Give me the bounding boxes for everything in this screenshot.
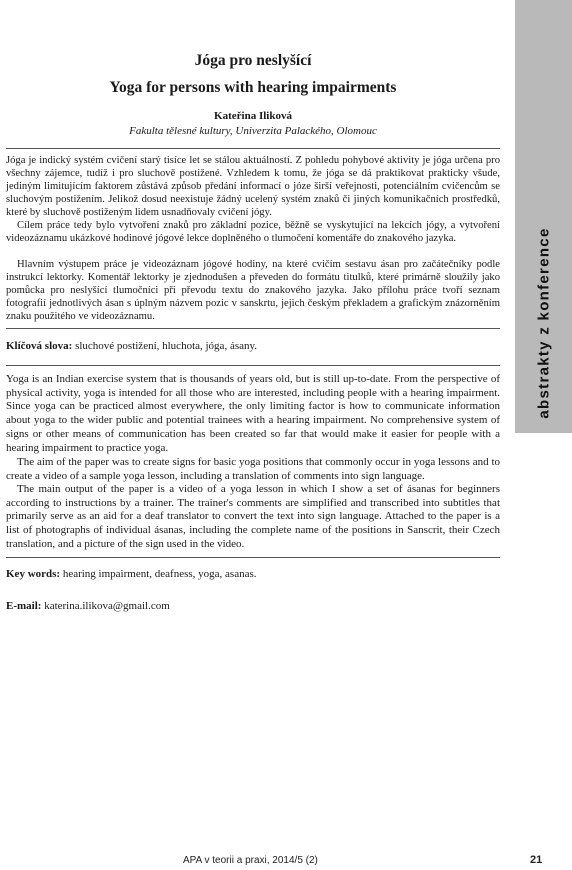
- email-label: E-mail:: [6, 600, 42, 612]
- email-line: [6, 600, 500, 612]
- abstract-cz-paragraph-1: Jóga je indický systém cvičení starý tisíce let se stálou aktuálností. Z pohledu pohybové aktivity je jóga určena pro všechny zájemce, tudíž i pro sluchově postižené. Vzhledem k tomu, že jóga se dá praktikovat prakticky všude, jediným limitujícím faktorem zůstává způsob předání informací o józe širší veřejnosti, potenciálním cvičencům se sluchovým postižením. Jelikož dosud neexistuje žádný ucelený systém znaků či jiných komunikačních prostředků, které by sluchově postiženým lidem usnadňovaly cvičení jógy.: [6, 155, 500, 218]
- keywords-cz-label: Klíčová slova:: [6, 340, 73, 352]
- keywords-cz: [6, 340, 500, 352]
- abstract-cz-paragraph-3: Hlavním výstupem práce je videozáznam jógové hodiny, na které cvičím sestavu ásan pro začátečníky podle instrukcí lektorky. Komentář lektorky je zjednodušen a převeden do formátu titulků, které primárně sloužily jako pomůcka pro neslyšící tlumočníci při převodu textu do znakového jazyka. Jako přílohu práce tvoří seznam fotografií jednotlivých ásan s úplným názvem pozic v sanskrtu, jejich českým překladem a grafickým znázorněním znaku použitého ve videozáznamu.: [6, 259, 500, 322]
- title-czech: Jóga pro neslyšící: [194, 52, 312, 69]
- divider: [6, 557, 500, 558]
- divider: [6, 148, 500, 149]
- page-number: 21: [530, 854, 543, 866]
- keywords-en-value: hearing impairment, deafness, yoga, asanas.: [62, 568, 257, 580]
- email-address: katerina.ilikova@gmail.com: [44, 600, 170, 612]
- author-affiliation: Fakulta tělesné kultury, Univerzita Palackého, Olomouc: [129, 125, 377, 137]
- abstract-en-paragraph-1: Yoga is an Indian exercise system that is thousands of years old, but is still up-to-date. From the perspective of physical activity, yoga is intended for all those who are interested, including people with a hearing impairment. Since yoga can be practiced almost everywhere, the only limiting factor is how to communicate information about yoga to the wider public and potential trainees with a hearing impairment. No comprehensive system of signs or other means of communication has been created so far that would make it easier for people with a hearing impairment to practice yoga.: [6, 373, 500, 454]
- abstract-en-paragraph-3: The main output of the paper is a video of a yoga lesson in which I show a set of ásanas for beginners according to instructions by a trainer. The trainer's comments are simplified and transcribed into subtitles that primarily serve as an aid for a deaf translator to convert the text into sign language. Attached to the paper is a list of photographs of individual ásanas, including the complete name of the positions in Sanscrit, their Czech translation, and a picture of the sign used in the video.: [6, 483, 500, 550]
- divider: [6, 365, 500, 366]
- keywords-en-label: Key words:: [6, 568, 61, 580]
- abstract-cz-paragraph-2: Cílem práce tedy bylo vytvoření znaků pro základní pozice, běžně se vyskytující na lekcích jógy, a vytvoření videozáznamu ukázkové hodinové jógové lekce doplněného o tlumočení komentáře do znakového jazyka.: [6, 220, 500, 244]
- author-name: Kateřina Iliková: [214, 110, 292, 122]
- side-tab-label: abstrakty z konference: [535, 227, 553, 419]
- keywords-en: [6, 568, 500, 580]
- divider: [6, 328, 500, 329]
- abstract-en-paragraph-2: The aim of the paper was to create signs for basic yoga positions that commonly occur in yoga lessons and to create a video of a sample yoga lesson, including a translation of comments into sign language.: [6, 456, 500, 482]
- keywords-cz-value: sluchové postižení, hluchota, jóga, ásany.: [75, 340, 258, 352]
- title-english: Yoga for persons with hearing impairments: [109, 79, 397, 96]
- footer-journal: APA v teorii a praxi, 2014/5 (2): [183, 855, 318, 866]
